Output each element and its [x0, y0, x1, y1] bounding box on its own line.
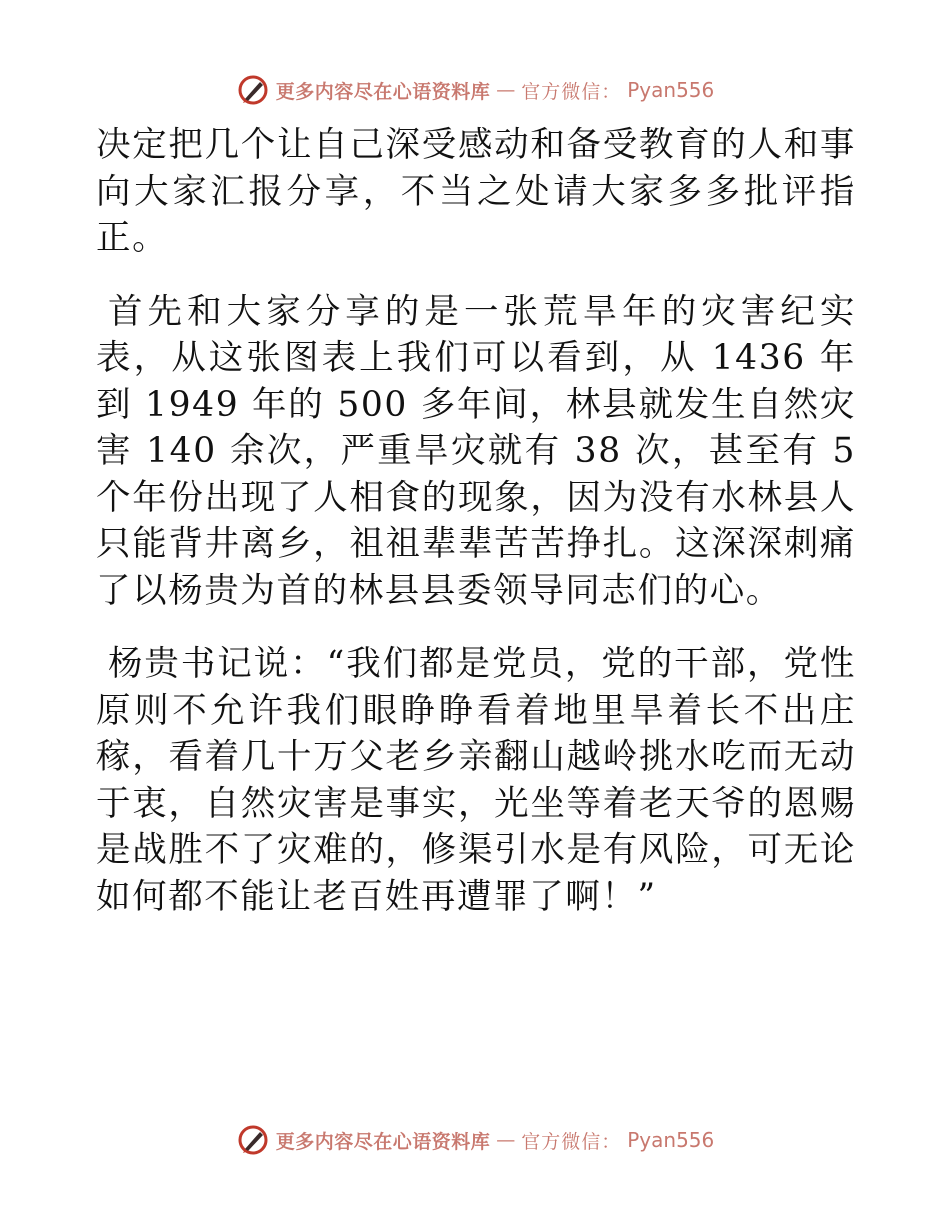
footer-separator: —	[496, 1129, 516, 1151]
header-wechat-id: Pyan556	[627, 78, 715, 102]
pen-logo-icon	[236, 1123, 270, 1157]
header-banner	[0, 70, 950, 110]
paragraph-2: 首先和大家分享的是一张荒旱年的灾害纪实表，从这张图表上我们可以看到，从 1436 年到 1949 年的 500 多年间，林县就发生自然灾害 140 余次，严重旱灾就有 38 次，甚至有 5 个年份出现了人相食的现象，因为没有水林县人只能背井离乡，祖祖辈辈苦苦挣扎。这深深刺痛了以杨贵为首的林县县委领导同志们的心。	[96, 291, 856, 611]
footer-banner-inner	[236, 1123, 715, 1157]
footer-wechat-id: Pyan556	[627, 1128, 715, 1152]
paragraph-1: 决定把几个让自己深受感动和备受教育的人和事向大家汇报分享，不当之处请大家多多批评指正。	[96, 125, 856, 258]
header-wechat-label: 官方微信：	[521, 80, 622, 103]
paragraph-3: 杨贵书记说：“我们都是党员，党的干部，党性原则不允许我们眼睁睁看着地里旱着长不出庄稼，看着几十万父老乡亲翻山越岭挑水吃而无动于衷，自然灾害是事实，光坐等着老天爷的恩赐是战胜不了灾难的，修渠引水是有风险，可无论如何都不能让老百姓再遭罪了啊！”	[96, 644, 856, 917]
pen-logo-icon	[236, 73, 270, 107]
footer-promo-text: 更多内容尽在心语资料库	[275, 1130, 491, 1153]
header-separator: —	[496, 79, 516, 101]
header-promo-text: 更多内容尽在心语资料库	[275, 80, 491, 103]
footer-banner	[0, 1120, 950, 1160]
header-banner-inner	[236, 73, 715, 107]
document-body	[96, 122, 856, 920]
footer-wechat-label: 官方微信：	[521, 1130, 622, 1153]
